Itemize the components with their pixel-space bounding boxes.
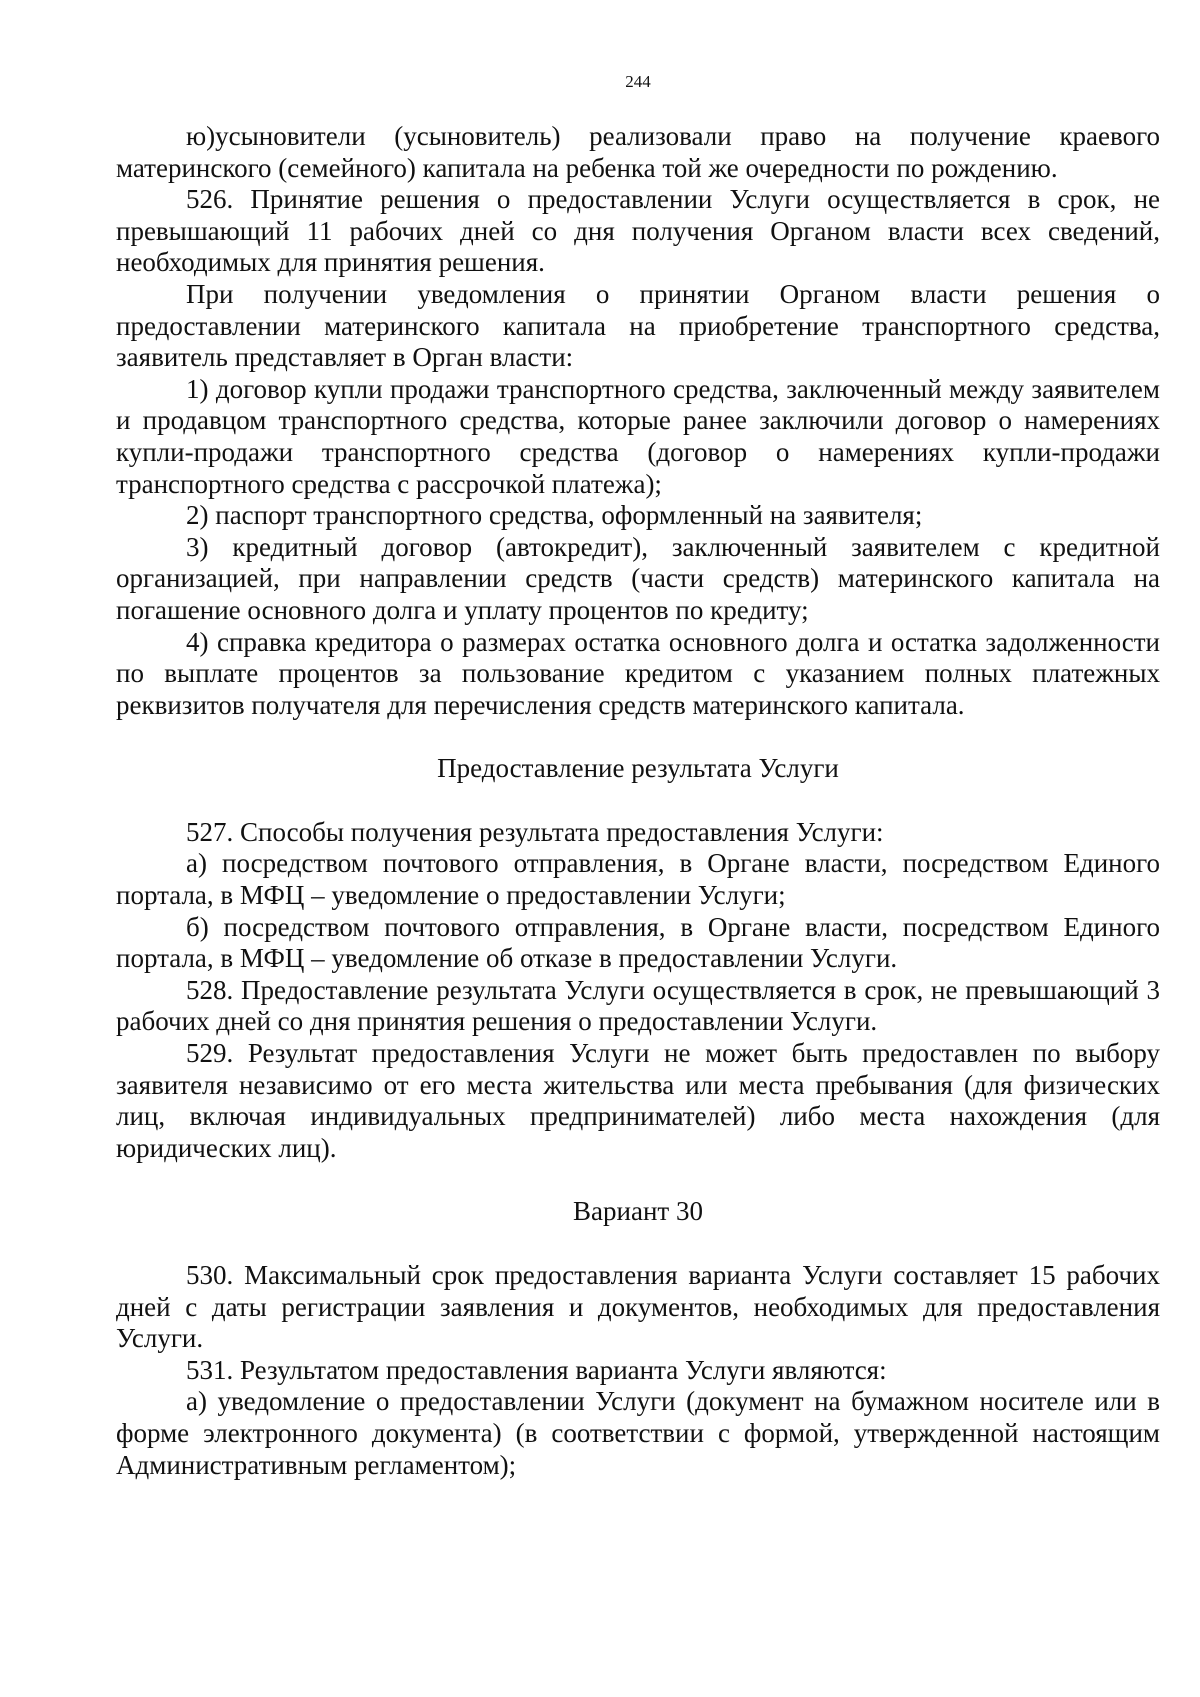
paragraph: ю)усыновители (усыновитель) реализовали право на получение краевого материнского (семейного) капитала на ребенка той же очередности по рождению. (116, 121, 1160, 183)
paragraph: б) посредством почтового отправления, в Органе власти, посредством Единого портала, в МФЦ – уведомление об отказе в предоставлении Услуги. (116, 911, 1160, 974)
paragraph: 4) справка кредитора о размерах остатка основного долга и остатка задолженности по выплате процентов за пользование кредитом с указанием полных платежных реквизитов получателя для перечисления средств материнского капитала. (116, 626, 1160, 720)
page-number: 244 (625, 72, 651, 91)
document-body (116, 121, 1160, 1481)
paragraph: 527. Способы получения результата предоставления Услуги: (186, 816, 884, 847)
section-heading: Предоставление результата Услуги (437, 753, 839, 784)
paragraph: 1) договор купли продажи транспортного средства, заключенный между заявителем и продавцом транспортного средства, которые ранее заключили договор о намерениях купли-продажи транспортного средства (договор о намерениях купли-продажи транспортного средства с рассрочкой платежа); (116, 373, 1160, 499)
paragraph: 529. Результат предоставления Услуги не может быть предоставлен по выбору заявителя независимо от его места жительства или места пребывания (для физических лиц, включая индивидуальных предпринимателей) либо места нахождения (для юридических лиц). (116, 1038, 1160, 1163)
paragraph: а) посредством почтового отправления, в Органе власти, посредством Единого портала, в МФЦ – уведомление о предоставлении Услуги; (116, 848, 1160, 911)
paragraph: а) уведомление о предоставлении Услуги (документ на бумажном носителе или в форме электронного документа) (в соответствии с формой, утвержденной настоящим Административным регламентом); (116, 1386, 1160, 1480)
paragraph: 526. Принятие решения о предоставлении Услуги осуществляется в срок, не превышающий 11 рабочих дней со дня получения Органом власти всех сведений, необходимых для принятия решения. (116, 184, 1160, 278)
paragraph: 528. Предоставление результата Услуги осуществляется в срок, не превышающий 3 рабочих дней со дня принятия решения о предоставлении Услуги. (116, 974, 1160, 1037)
paragraph: 3) кредитный договор (автокредит), заключенный заявителем с кредитной организацией, при направлении средств (части средств) материнского капитала на погашение основного долга и уплату процентов по кредиту; (116, 531, 1160, 625)
paragraph: При получении уведомления о принятии Органом власти решения о предоставлении материнского капитала на приобретение транспортного средства, заявитель представляет в Орган власти: (116, 278, 1160, 373)
paragraph: 531. Результатом предоставления варианта Услуги являются: (186, 1354, 887, 1385)
paragraph: 530. Максимальный срок предоставления варианта Услуги составляет 15 рабочих дней с даты регистрации заявления и документов, необходимых для предоставления Услуги. (116, 1260, 1160, 1354)
paragraph: 2) паспорт транспортного средства, оформленный на заявителя; (186, 500, 923, 531)
section-heading: Вариант 30 (573, 1196, 703, 1227)
